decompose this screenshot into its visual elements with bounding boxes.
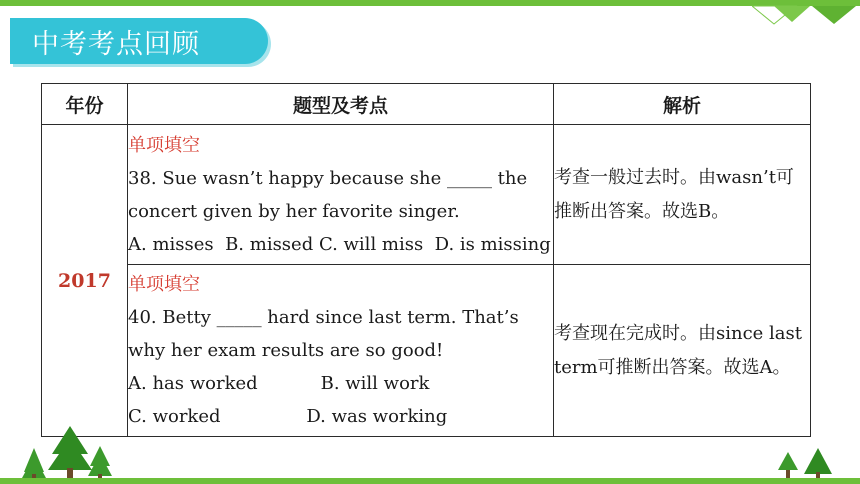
question-text-line: 40. Betty _____ hard since last term. That’s xyxy=(128,307,519,328)
year-cell: 2017 xyxy=(42,125,128,437)
tree-decoration-right xyxy=(774,448,834,480)
table-row xyxy=(42,125,811,265)
tree-decoration-left xyxy=(22,426,112,480)
question-text-line: concert given by her favorite singer. xyxy=(128,200,460,222)
section-title-banner xyxy=(10,18,268,64)
bottom-green-bar xyxy=(0,478,860,484)
answer-options: A. has worked B. will work xyxy=(128,373,430,394)
top-green-bar xyxy=(0,0,860,6)
col-header-question: 题型及考点 xyxy=(128,84,554,125)
question-cell xyxy=(128,265,554,437)
question-type: 单项填空 xyxy=(128,274,200,295)
analysis-cell: 考查一般过去时。由wasn’t可推断出答案。故选B。 xyxy=(554,125,811,265)
question-type: 单项填空 xyxy=(128,134,200,156)
question-text-line: 38. Sue wasn’t happy because she _____ the xyxy=(128,167,528,189)
col-header-analysis: 解析 xyxy=(554,84,811,125)
section-title: 中考考点回顾 xyxy=(32,29,200,60)
triangle-decoration xyxy=(752,2,860,28)
question-text-line: why her exam results are so good! xyxy=(128,340,444,361)
table-header-row xyxy=(42,84,811,125)
exam-review-table xyxy=(41,83,811,437)
answer-options: A. misses B. missed C. will miss D. is missing xyxy=(128,233,551,255)
answer-options: C. worked D. was working xyxy=(128,406,448,427)
analysis-cell: 考查现在完成时。由since last term可推断出答案。故选A。 xyxy=(554,265,811,437)
table-row xyxy=(42,265,811,437)
question-cell xyxy=(128,125,554,265)
col-header-year: 年份 xyxy=(42,84,128,125)
